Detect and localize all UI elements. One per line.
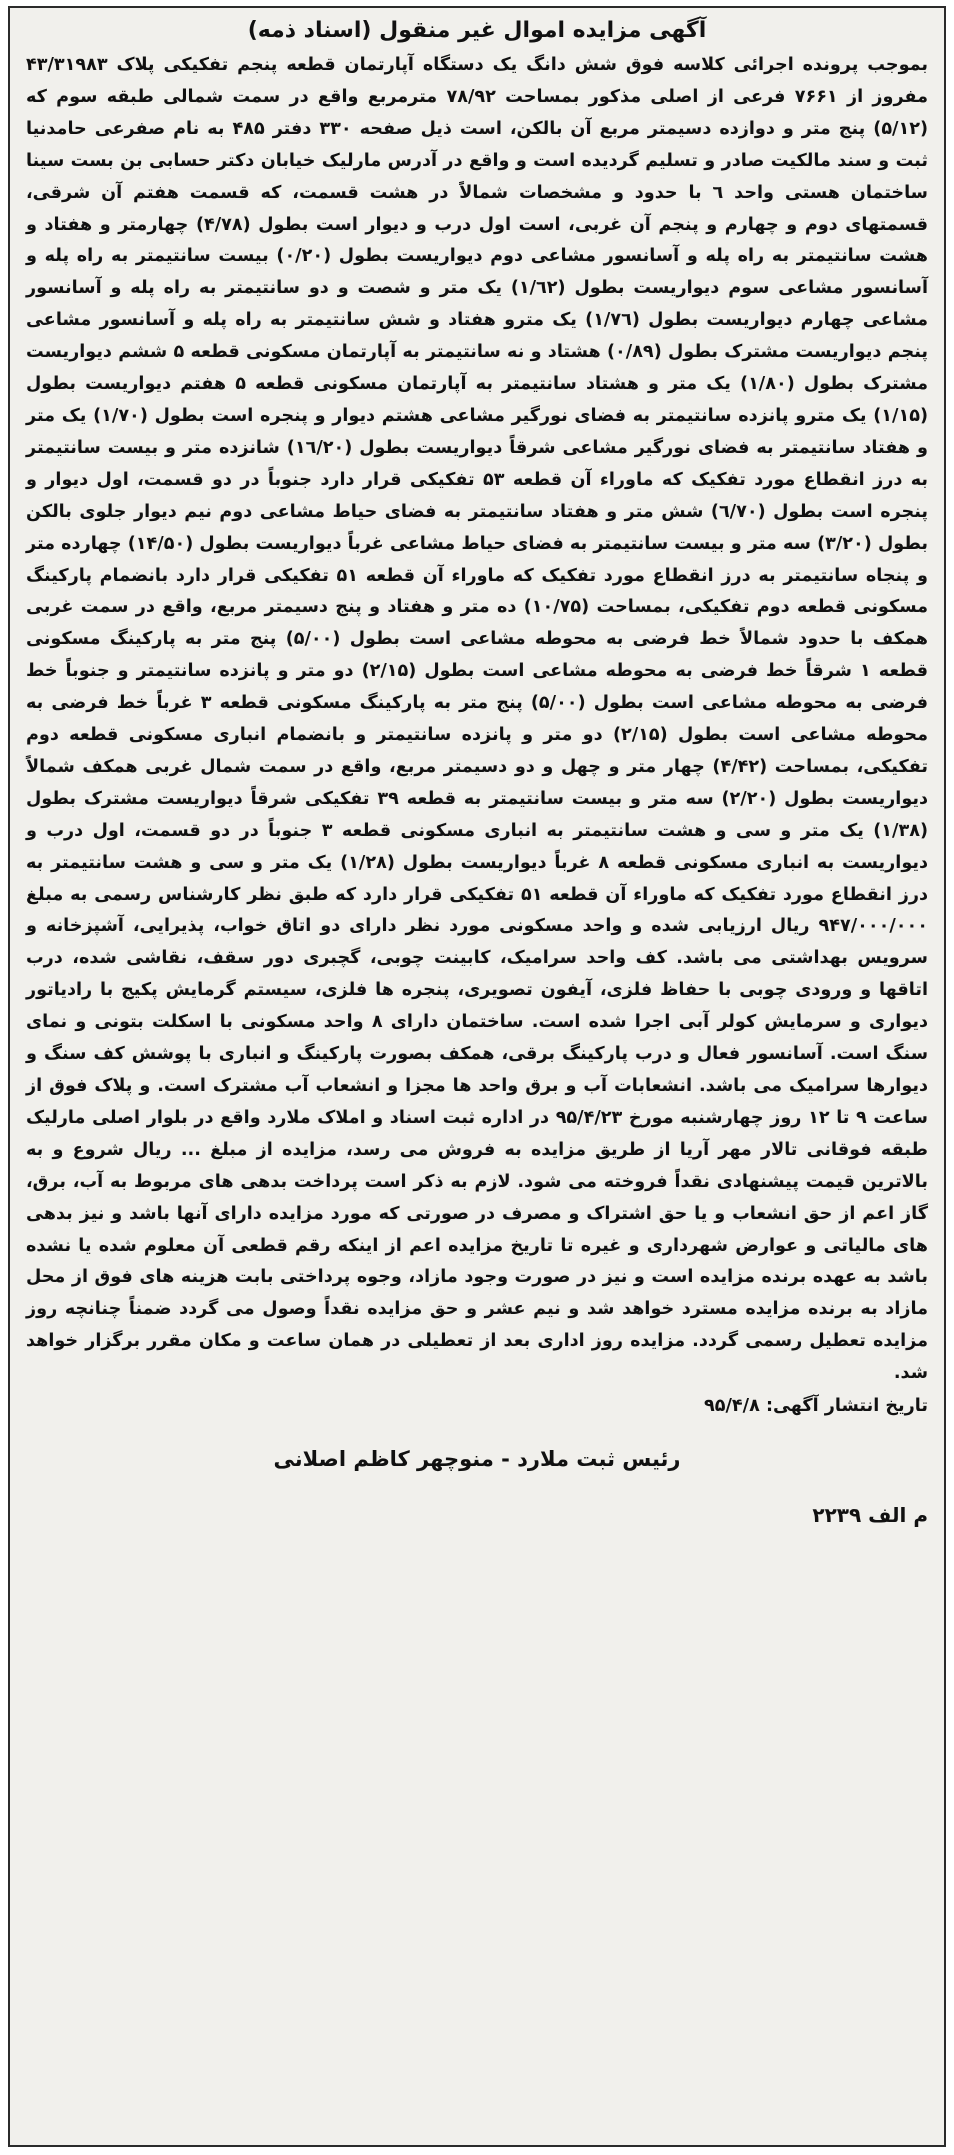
auction-notice <box>8 6 946 2147</box>
reference-code: م الف ۲۲۳۹ <box>812 1503 928 1528</box>
notice-title: آگهی مزایده اموال غیر منقول (اسناد ذمه) <box>247 18 707 43</box>
publication-date: تاریخ انتشار آگهی: ۹۵/۴/۸ <box>704 1396 928 1417</box>
notice-body: بموجب پرونده اجرائی کلاسه فوق شش دانگ یک دستگاه آپارتمان قطعه پنجم تفکیکی پلاک ۴۳/۳۱۹۸۳ مفروز از ۷۶۶۱ فرعی از اصلی مذکور بمساحت ۷۸/۹۲ مترمربع واقع در سمت شمالی طبقه سوم که (۵/۱۲) پنج متر و دوازده دسیمتر مربع آن بالکن، است ذیل صفحه ۳۳۰ دفتر ۴۸۵ به نام صفرعی حامدنیا ثبت و سند مالکیت صادر و تسلیم گردیده است و واقع در آدرس مارلیک خیابان دکتر حسابی بن بست سینا ساختمان هستی واحد ٦ با حدود و مشخصات شمالاً در هشت قسمت، که قسمت هفتم آن شرقی، قسمتهای دوم و چهارم و پنجم آن غربی، است اول درب و دیوار است بطول (۴/۷۸) چهارمتر و هفتاد و هشت سانتیمتر به راه پله و آسانسور مشاعی دوم دیواریست بطول (۰/۲۰) بیست سانتیمتر به راه پله و آسانسور مشاعی سوم دیواریست بطول (۱/٦۲) یک متر و شصت و دو سانتیمتر به راه پله و آسانسور مشاعی چهارم دیواریست بطول (۱/۷٦) یک مترو هفتاد و شش سانتیمتر به راه پله و آسانسور مشاعی پنجم دیواریست مشترک بطول (۰/۸۹) هشتاد و نه سانتیمتر به آپارتمان مسکونی قطعه ۵ ششم دیواریست مشترک بطول (۱/۸۰) یک متر و هشتاد سانتیمتر به آپارتمان مسکونی قطعه ۵ هفتم دیواریست بطول (۱/۱۵) یک مترو پانزده سانتیمتر به فضای نورگیر مشاعی هشتم دیوار و پنجره است بطول (۱/۷۰) یک متر و هفتاد سانتیمتر به فضای نورگیر مشاعی شرقاً دیواریست بطول (۱٦/۲۰) شانزده متر و بیست سانتیمتر به درز انقطاع مورد تفکیک که ماوراء آن قطعه ۵۳ تفکیکی قرار دارد جنوباً در دو قسمت، اول دیوار و پنجره است بطول (٦/۷۰) شش متر و هفتاد سانتیمتر به فضای حیاط مشاعی دوم نیم دیوار جلوی بالکن بطول (۳/۲۰) سه متر و بیست سانتیمتر به فضای حیاط مشاعی غرباً دیواریست بطول (۱۴/۵۰) چهارده متر و پنجاه سانتیمتر به درز انقطاع مورد تفکیک که ماوراء آن قطعه ۵۱ تفکیکی قرار دارد بانضمام پارکینگ مسکونی قطعه دوم تفکیکی، بمساحت (۱۰/۷۵) ده متر و هفتاد و پنج دسیمتر مربع، واقع در سمت غربی همکف با حدود شمالاً خط فرضی به محوطه مشاعی است بطول (۵/۰۰) پنج متر به پارکینگ مسکونی قطعه ۱ شرقاً خط فرضی به محوطه مشاعی است بطول (۲/۱۵) دو متر و پانزده سانتیمتر و جنوباً خط فرضی به محوطه مشاعی است بطول (۵/۰۰) پنج متر به پارکینگ مسکونی قطعه ۳ غرباً خط فرضی به محوطه مشاعی است بطول (۲/۱۵) دو متر و پانزده سانتیمتر و بانضمام انباری مسکونی قطعه دوم تفکیکی، بمساحت (۴/۴۲) چهار متر و چهل و دو دسیمتر مربع، واقع در سمت شمال غربی همکف شمالاً دیواریست بطول (۲/۲۰) سه متر و بیست سانتیمتر به قطعه ۳۹ تفکیکی شرقاً دیواریست مشترک بطول (۱/۳۸) یک متر و سی و هشت سانتیمتر به انباری مسکونی قطعه ۳ جنوباً در دو قسمت، اول درب و دیواریست به انباری مسکونی قطعه ۸ غرباً دیواریست بطول (۱/۲۸) یک متر و سی و هشت سانتیمتر به درز انقطاع مورد تفکیک که ماوراء آن قطعه ۵۱ تفکیکی قرار دارد که طبق نظر کارشناس رسمی به مبلغ ۹۴۷/۰۰۰/۰۰۰ ریال ارزیابی شده و واحد مسکونی مورد نظر دارای دو اتاق خواب، پذیرایی، آشپزخانه و سرویس بهداشتی می باشد. کف واحد سرامیک، کابینت چوبی، گچبری دور سقف، نقاشی شده، درب اتاقها و ورودی چوبی با حفاظ فلزی، آیفون تصویری، پنجره ها فلزی، سیستم گرمایش پکیج با رادیاتور دیواری و سرمایش کولر آبی اجرا شده است. ساختمان دارای ۸ واحد مسکونی با اسکلت بتونی و نمای سنگ است. آسانسور فعال و درب پارکینگ برقی، همکف بصورت پارکینگ و انباری با پوشش کف سنگ و دیوارها سرامیک می باشد. انشعابات آب و برق واحد ها مجزا و انشعاب آب مشترک است. و پلاک فوق از ساعت ۹ تا ۱۲ روز چهارشنبه مورخ ۹۵/۴/۲۳ در اداره ثبت اسناد و املاک ملارد واقع در بلوار اصلی مارلیک طبقه فوقانی تالار مهر آریا از طریق مزایده به فروش می رسد، مزایده از مبلغ ... ریال شروع و به بالاترین قیمت پیشنهادی نقداً فروخته می شود. لازم به ذکر است پرداخت بدهی های مربوط به آب، برق، گاز اعم از حق انشعاب و یا حق اشتراک و مصرف در صورتی که مورد مزایده دارای آنها باشد و نیز بدهی های مالیاتی و عوارض شهرداری و غیره تا تاریخ مزایده اعم از اینکه رقم قطعی آن معلوم شده یا نشده باشد به عهده برنده مزایده است و نیز در صورت وجود مازاد، وجوه پرداختی بابت هزینه های فوق از محل مازاد به برنده مزایده مسترد خواهد شد و نیم عشر و حق مزایده نقداً وصول می گردد ضمناً چنانچه روز مزایده تعطیل رسمی گردد. مزایده روز اداری بعد از تعطیلی در همان ساعت و مکان مقرر برگزار خواهد شد. <box>26 55 929 1384</box>
signature-line: رئیس ثبت ملارد - منوچهر کاظم اصلانی <box>273 1447 681 1472</box>
